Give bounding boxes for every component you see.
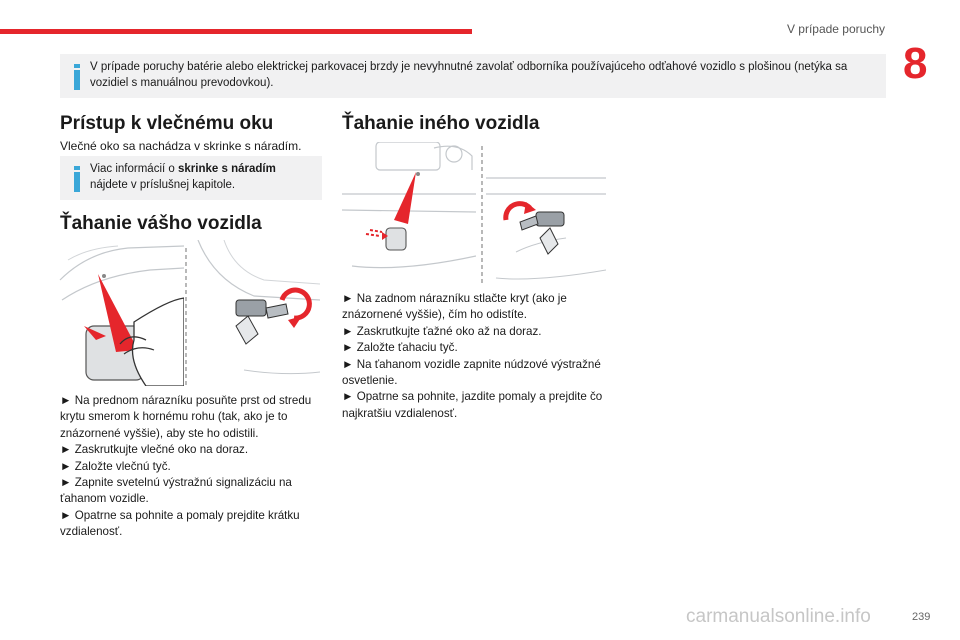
heading-towing-other-vehicle: Ťahanie iného vozidla [342, 113, 540, 134]
heading-towing-your-vehicle: Ťahanie vášho vozidla [60, 213, 262, 234]
step-item: ► Zaskrutkujte ťažné oko až na doraz. [342, 324, 542, 338]
step-item: ► Na prednom nárazníku posuňte prst od stredu krytu smerom k hornému rohu (tak, ako je to znázornené vyššie), aby ste ho odistili. [60, 394, 312, 440]
steps-your-vehicle [60, 393, 322, 541]
notice-suffix: nájdete v príslušnej kapitole. [90, 179, 236, 191]
heading-access-towing-eye: Prístup k vlečnému oku [60, 113, 274, 134]
step-item: ► Na zadnom nárazníku stlačte kryt (ako je znázornené vyššie), čím ho odistíte. [342, 292, 567, 322]
step-item: ► Založte vlečnú tyč. [60, 459, 171, 473]
notice-text [90, 161, 316, 193]
page-number: 239 [912, 611, 931, 623]
watermark: carmanualsonline.info [686, 606, 871, 627]
rear-bumper-cover-illustration [342, 142, 476, 286]
access-description: Vlečné oko sa nachádza v skrinke s náradím. [60, 139, 302, 153]
towing-eye-screw-illustration [184, 240, 320, 386]
header-accent-bar [0, 29, 472, 34]
notice-prefix: Viac informácií o [90, 163, 178, 175]
front-bumper-cover-illustration [58, 240, 184, 386]
step-item: ► Opatrne sa pohnite, jazdite pomaly a prejdite čo najkratšiu vzdialenosť. [342, 390, 603, 420]
rear-towing-eye-screw-illustration [476, 142, 606, 286]
step-item: ► Opatrne sa pohnite a pomaly prejdite krátku vzdialenosť. [60, 508, 300, 539]
step-item: ► Na ťahanom vozidle zapnite núdzové výstražné osvetlenie. [342, 357, 601, 388]
notice-bold-term: skrinke s náradím [178, 163, 276, 175]
notice-box-toolbox [60, 156, 322, 200]
notice-box-battery [60, 54, 886, 98]
steps-other-vehicle [342, 291, 604, 422]
step-item: ► Zaskrutkujte vlečné oko na doraz. [60, 443, 249, 457]
step-item: ► Zapnite svetelnú výstražnú signalizáciu na ťahanom vozidle. [60, 476, 292, 506]
notice-text: V prípade poruchy batérie alebo elektrickej parkovacej brzdy je nevyhnutné zavolať odborníka používajúceho odťahové vozidlo s plošinou (netýka sa vozidiel s manuálnou prevodovkou). [90, 61, 848, 89]
section-title: V prípade poruchy [786, 22, 885, 36]
step-item: ► Založte ťahaciu tyč. [342, 341, 458, 355]
chapter-number: 8 [903, 39, 928, 88]
